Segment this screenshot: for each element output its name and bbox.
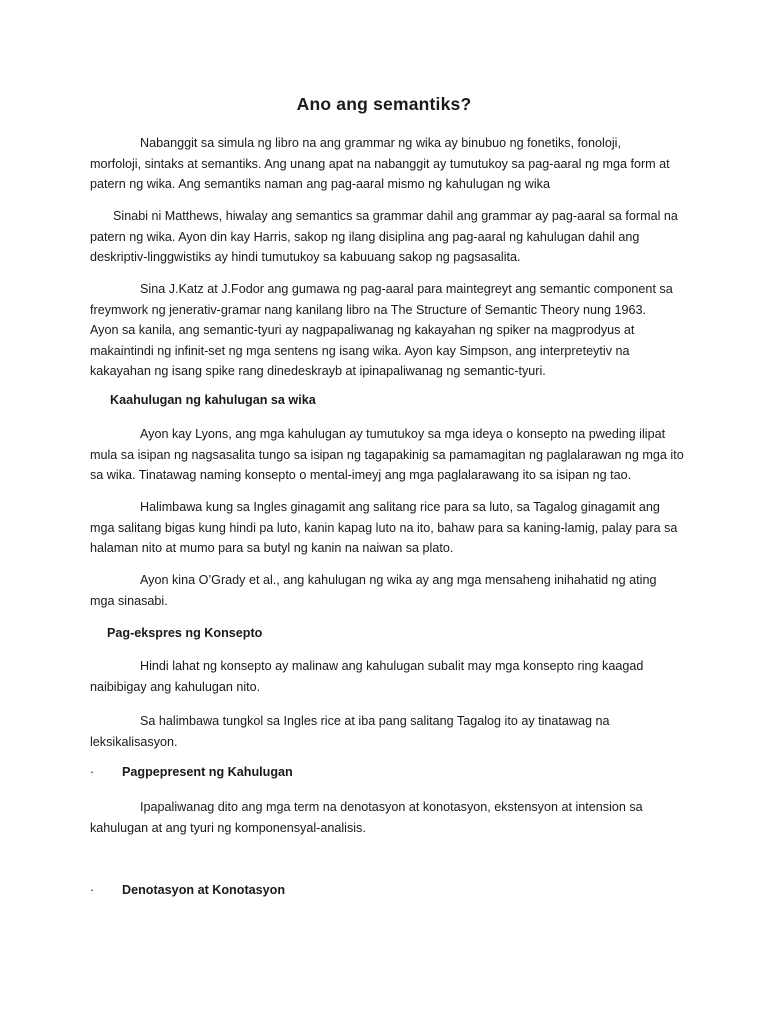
paragraph-line: mga sinasabi. (90, 593, 168, 608)
paragraph-line: halaman nito at mumo para sa butyl ng kanin na naiwan sa plato. (90, 541, 454, 555)
paragraph-leksikalisasyon (90, 711, 690, 752)
paragraph-line: leksikalisasyon. (90, 734, 178, 749)
paragraph-line: Ayon kina O’Grady et al., ang kahulugan ng wika ay ang mga mensaheng inihahatid ng ating (140, 573, 657, 587)
paragraph-line: Nabanggit sa simula ng libro na ang grammar ng wika ay binubuo ng fonetiks, fonoloji, (140, 136, 621, 150)
paragraph-hindi-lahat (90, 656, 690, 697)
paragraph-line: freymwork ng jenerativ-gramar nang kanilang libro na The Structure of Semantic Theory nung 1963. (90, 302, 647, 317)
paragraph-line: morfoloji, sintaks at semantiks. Ang unang apat na nabanggit ay tumutukoy sa pag-aaral ng mga form at (90, 156, 670, 171)
paragraph-line: patern ng wika. Ayon din kay Harris, sakop ng ilang disiplina ang pag-aaral ng kahulugan dahil ang (90, 229, 640, 244)
paragraph-intro (90, 133, 690, 195)
bullet-marker: · (90, 883, 95, 897)
paragraph-lyons (90, 424, 690, 486)
section-heading-denotasyon: Denotasyon at Konotasyon (122, 883, 286, 897)
paragraph-ipapaliwanag (90, 797, 690, 838)
paragraph-katz-fodor (90, 279, 690, 382)
section-heading-pag-ekspres: Pag-ekspres ng Konsepto (107, 626, 263, 640)
paragraph-halimbawa (90, 497, 690, 559)
paragraph-ogrady (90, 570, 690, 611)
paragraph-line: Ipapaliwanag dito ang mga term na denotasyon at konotasyon, ekstensyon at intension sa (140, 800, 643, 814)
paragraph-line: Sa halimbawa tungkol sa Ingles rice at iba pang salitang Tagalog ito ay tinatawag na (140, 714, 610, 728)
section-heading-kahulugan: Kaahulugan ng kahulugan sa wika (110, 393, 316, 407)
paragraph-line: mula sa isipan ng nagsasalita tungo sa isipan ng tagapakinig sa pamamagitan ng paglalarawan ng mga ito (90, 447, 684, 462)
paragraph-line: Hindi lahat ng konsepto ay malinaw ang kahulugan subalit may mga konsepto ring kaagad (140, 659, 644, 673)
paragraph-matthews (90, 206, 690, 268)
paragraph-line: Sina J.Katz at J.Fodor ang gumawa ng pag-aaral para maintegreyt ang semantic component sa (140, 282, 673, 296)
paragraph-line: Sinabi ni Matthews, hiwalay ang semantics sa grammar dahil ang grammar ay pag-aaral sa formal na (113, 209, 678, 223)
paragraph-line: mga salitang bigas kung hindi pa luto, kanin kapag luto na ito, bahaw para sa kaning-lamig, palay para sa (90, 520, 678, 535)
paragraph-line: Ayon kay Lyons, ang mga kahulugan ay tumutukoy sa mga ideya o konsepto na pweding ilipat (140, 427, 666, 441)
paragraph-line: makaintindi ng infinit-set ng mga sentens ng isang wika. Ayon kay Simpson, ang interpreteytiv na (90, 343, 630, 358)
page-title: Ano ang semantiks? (296, 94, 472, 114)
paragraph-line: kahulugan at ang tyuri ng komponensyal-analisis. (90, 820, 366, 835)
section-heading-pagpepresent: Pagpepresent ng Kahulugan (122, 765, 293, 779)
paragraph-line: Ayon sa kanila, ang semantic-tyuri ay nagpapaliwanag ng kakayahan ng spiker na magprodyus at (90, 323, 635, 337)
paragraph-line: deskriptiv-linggwistiks ay hindi tumutukoy sa kabuuang sakop ng pagsasalita. (90, 250, 521, 264)
paragraph-line: sa wika. Tinatawag naming konsepto o mental-imeyj ang mga paglalarawang ito sa isipan ng tao. (90, 468, 632, 482)
paragraph-line: patern ng wika. Ang semantiks naman ang pag-aaral mismo ng kahulugan ng wika (90, 177, 550, 191)
paragraph-line: Halimbawa kung sa Ingles ginagamit ang salitang rice para sa luto, sa Tagalog ginagamit ang (140, 500, 660, 514)
paragraph-line: naibibigay ang kahulugan nito. (90, 679, 261, 694)
paragraph-line: kakayahan ng isang spike rang dinedeskrayb at ipinapaliwanag ng semantic-tyuri. (90, 364, 546, 378)
bullet-marker: · (90, 765, 95, 779)
